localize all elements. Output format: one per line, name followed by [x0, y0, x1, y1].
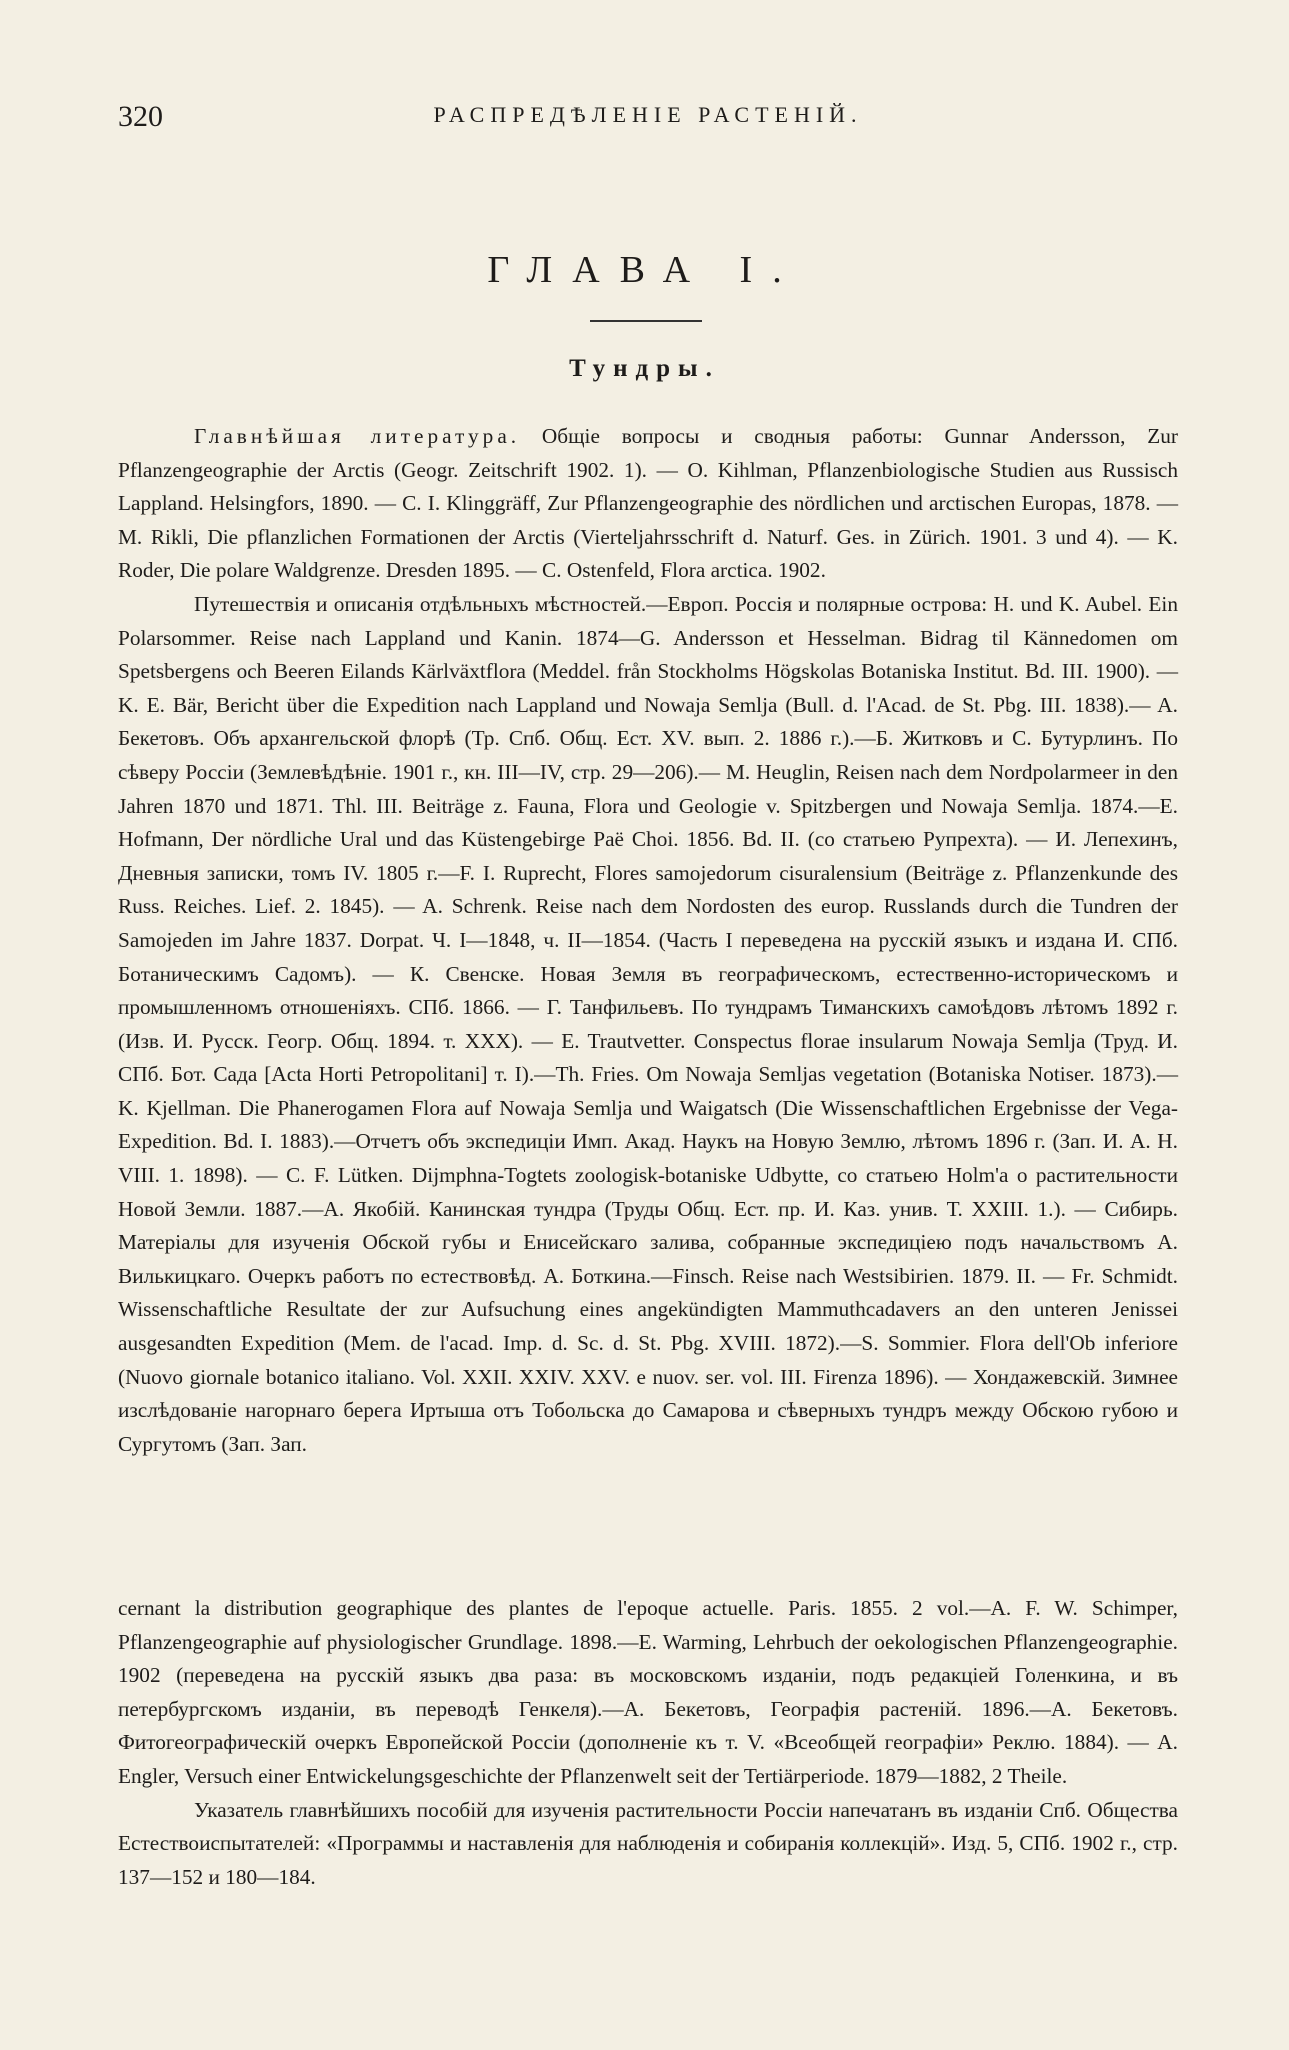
chapter-title: ГЛАВА I.: [487, 249, 802, 291]
literature-label: Главнѣйшая литература.: [194, 424, 521, 448]
main-literature-text: [118, 420, 1178, 1461]
literature-general-text: Общіе вопросы и сводныя работы: Gunnar Andersson, Zur Pflanzengeographie der Arctis (Geogr. Zeitschrift 1902. 1). — O. Kihlman, Pflanzenbiologische Studien aus Russisch Lappland. Helsingfors, 1890. — C. I. Klinggräff, Zur Pflanzengeographie des nördlichen und arctischen Europas, 1878. — M. Rikli, Die pflanzlichen Formationen der Arctis (Vierteljahrsschrift d. Naturf. Ges. in Zürich. 1901. 3 und 4). — K. Roder, Die polare Waldgrenze. Dresden 1895. — C. Ostenfeld, Flora arctica. 1902.: [118, 424, 1178, 583]
literature-paragraph-travels: Путешествія и описанія отдѣльныхъ мѣстностей.—Европ. Россія и полярные острова: H. und K. Aubel. Ein Polarsommer. Reise nach Lappland und Kanin. 1874—G. Andersson et Hesselman. Bidrag til Kännedomen om Spetsbergens och Beeren Eilands Kärlväxtflora (Meddel. från Stockholms Högskolas Botaniska Institut. Bd. III. 1900). — K. E. Bär, Bericht über die Expedition nach Lappland und Nowaja Semlja (Bull. d. l'Acad. de St. Pbg. III. 1838).— A. Бекетовъ. Объ архангельской флорѣ (Тр. Спб. Общ. Ест. XV. вып. 2. 1886 г.).—Б. Житковъ и С. Бутурлинъ. По сѣверу Россіи (Землевѣдѣніе. 1901 г., кн. III—IV, стр. 29—206).— M. Heuglin, Reisen nach dem Nordpolarmeer in den Jahren 1870 und 1871. Thl. III. Beiträge z. Fauna, Flora und Geologie v. Spitzbergen und Nowaja Semlja. 1874.—E. Hofmann, Der nördliche Ural und das Küstengebirge Paë Choi. 1856. Bd. II. (со статьею Рупрехта). — И. Лепехинъ, Дневныя записки, томъ IV. 1805 г.—F. I. Ruprecht, Flores samojedorum cisuralensium (Beiträge z. Pflanzenkunde des Russ. Reiches. Lief. 2. 1845). — A. Schrenk. Reise nach dem Nordosten des europ. Russlands durch die Tundren der Samojeden im Jahre 1837. Dorpat. Ч. I—1848, ч. II—1854. (Часть I переведена на русскій языкъ и издана И. СПб. Ботаническимъ Садомъ). — К. Свенске. Новая Земля въ географическомъ, естественно-историческомъ и промышленномъ отношеніяхъ. СПб. 1866. — Г. Танфильевъ. По тундрамъ Тиманскихъ самоѣдовъ лѣтомъ 1892 г. (Изв. И. Русск. Геогр. Общ. 1894. т. XXX). — E. Trautvetter. Conspectus florae insularum Nowaja Semlja (Труд. И. СПб. Бот. Сада [Acta Horti Petropolitani] т. I).—Th. Fries. Om Nowaja Semljas vegetation (Botaniska Notiser. 1873).— K. Kjellman. Die Phanerogamen Flora auf Nowaja Semlja und Waigatsch (Die Wissenschaftlichen Ergebnisse der Vega-Expedition. Bd. I. 1883).—Отчетъ объ экспедиціи Имп. Акад. Наукъ на Новую Землю, лѣтомъ 1896 г. (Зап. И. А. Н. VIII. 1. 1898). — C. F. Lütken. Dijmphna-Togtets zoologisk-botaniske Udbytte, со статьею Holm'а о растительности Новой Земли. 1887.—А. Якобій. Канинская тундра (Труды Общ. Ест. пр. И. Каз. унив. Т. XXIII. 1.). — Сибирь. Матеріалы для изученія Обской губы и Енисейскаго залива, собранные экспедиціею подъ начальствомъ А. Вилькицкаго. Очеркъ работъ по естествовѣд. А. Боткина.—Finsch. Reise nach Westsibirien. 1879. II. — Fr. Schmidt. Wissenschaftliche Resultate der zur Aufsuchung eines angekündigten Mammuthcadavers an den unteren Jenissei ausgesandten Expedition (Mem. de l'acad. Imp. d. Sc. d. St. Pbg. XVIII. 1872).—S. Sommier. Flora dell'Ob inferiore (Nuovo giornale botanico italiano. Vol. XXII. XXIV. XXV. e nuov. ser. vol. III. Firenza 1896). — Хондажевскій. Зимнее изслѣдованіе нагорнаго берега Иртыша отъ Тобольска до Самарова и сѣверныхъ тундръ между Обскою губою и Сургутомъ (Зап. Зап.: [118, 591, 1178, 1456]
literature-paragraph-general: [118, 420, 1178, 588]
divider-rule: [590, 320, 702, 322]
running-head: [118, 100, 1178, 140]
continued-literature-text: [118, 1592, 1178, 1894]
continued-paragraph: cernant la distribution geographique des plantes de l'epoque actuelle. Paris. 1855. 2 vol.—A. F. W. Schimper, Pflanzengeographie auf physiologischer Grundlage. 1898.—E. Warming, Lehrbuch der oekologischen Pflanzengeographie. 1902 (переведена на русскій языкъ два раза: въ московскомъ изданіи, подъ редакціей Голенкина, и въ петербургскомъ изданіи, въ переводѣ Генкеля).—А. Бекетовъ, Географія растеній. 1896.—А. Бекетовъ. Фитогеографическій очеркъ Европейской Россіи (дополненіе къ т. V. «Всеобщей географіи» Реклю. 1884). — A. Engler, Versuch einer Entwickelungsgeschichte der Pflanzenwelt seit der Tertiärperiode. 1879—1882, 2 Theile.: [118, 1596, 1178, 1788]
page-break-gap: [118, 1535, 1178, 1536]
index-note-paragraph: Указатель главнѣйшихъ пособій для изученія растительности Россіи напечатанъ въ изданіи Спб. Общества Естествоиспытателей: «Программы и наставленія для наблюденія и собиранія коллекцій». Изд. 5, СПб. 1902 г., стр. 137—152 и 180—184.: [118, 1797, 1178, 1889]
running-title: РАСПРЕДѢЛЕНІЕ РАСТЕНІЙ.: [433, 102, 863, 127]
page-number: 320: [118, 100, 163, 133]
section-title: Тундры.: [569, 355, 720, 382]
